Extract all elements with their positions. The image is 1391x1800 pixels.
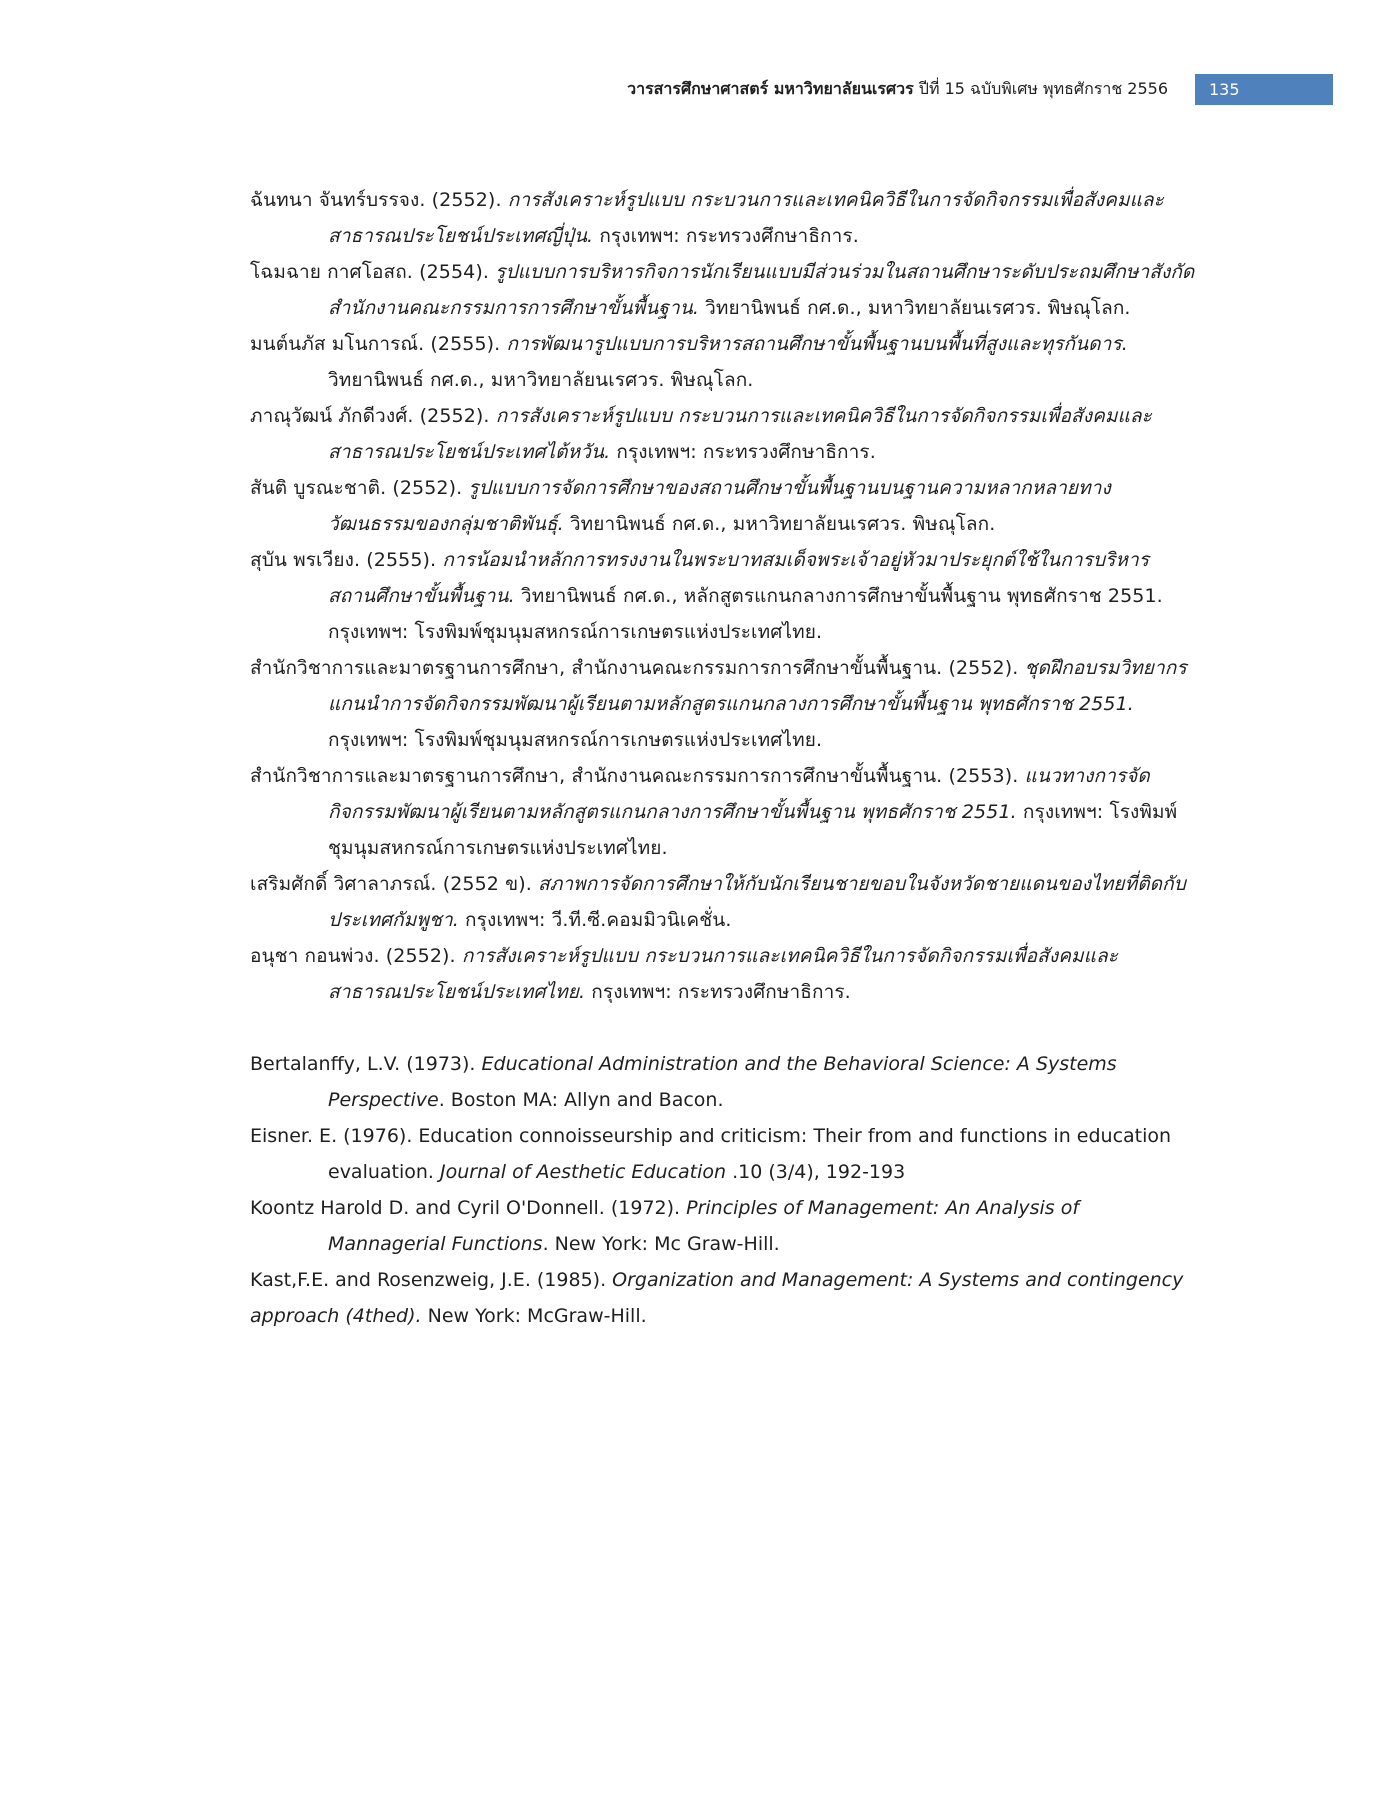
reference-title: Principles of Management: An Analysis of Mannagerial Functions bbox=[328, 1197, 1080, 1255]
reference-title: ชุดฝึกอบรมวิทยากรแกนนำการจัดกิจกรรมพัฒนาผู้เรียนตามหลักสูตรแกนกลางการศึกษาขั้นพื้นฐาน พุทธศักราช 2551. bbox=[328, 657, 1187, 715]
reference-publisher: .10 (3/4), 192-193 bbox=[726, 1161, 906, 1183]
reference-author: Bertalanffy, L.V. (1973). bbox=[250, 1053, 482, 1075]
section-gap bbox=[250, 1010, 1195, 1046]
reference-title: รูปแบบการจัดการศึกษาของสถานศึกษาขั้นพื้นฐานบนฐานความหลากหลายทางวัฒนธรรมของกลุ่มชาติพันธุ์. bbox=[328, 477, 1111, 535]
reference-entry bbox=[250, 542, 1195, 650]
reference-publisher: วิทยานิพนธ์ กศ.ด., มหาวิทยาลัยนเรศวร. พิษณุโลก. bbox=[563, 513, 996, 535]
reference-author: โฉมฉาย กาศโอสถ. (2554). bbox=[250, 261, 496, 283]
reference-author: สันติ บูรณะชาติ. (2552). bbox=[250, 477, 469, 499]
reference-entry bbox=[250, 758, 1195, 866]
reference-author: ฉันทนา จันทร์บรรจง. (2552). bbox=[250, 189, 508, 211]
reference-entry bbox=[250, 938, 1195, 1010]
journal-citation bbox=[627, 77, 1168, 101]
reference-title: แนวทางการจัดกิจกรรมพัฒนาผู้เรียนตามหลักสูตรแกนกลางการศึกษาขั้นพื้นฐาน พุทธศักราช 2551. bbox=[328, 765, 1150, 823]
reference-title: Educational Administration and the Behavioral Science: A Systems Perspective bbox=[328, 1053, 1117, 1111]
reference-title: การสังเคราะห์รูปแบบ กระบวนการและเทคนิควิธีในการจัดกิจกรรมเพื่อสังคมและสาธารณประโยชน์ประเทศไต้หวัน. bbox=[328, 405, 1152, 463]
reference-entry bbox=[250, 1262, 1195, 1334]
reference-entry bbox=[250, 254, 1195, 326]
reference-title: Organization and Management: A Systems and contingency approach (4thed). bbox=[250, 1269, 1184, 1327]
reference-entry bbox=[250, 1118, 1195, 1190]
reference-publisher: วิทยานิพนธ์ กศ.ด., มหาวิทยาลัยนเรศวร. พิษณุโลก. bbox=[328, 369, 754, 391]
reference-publisher: กรุงเทพฯ: กระทรวงศึกษาธิการ. bbox=[593, 225, 859, 247]
reference-title: Journal of Aesthetic Education bbox=[440, 1161, 727, 1183]
journal-issue: ปีที่ 15 ฉบับพิเศษ พุทธศักราช 2556 bbox=[913, 79, 1168, 98]
reference-entry bbox=[250, 1190, 1195, 1262]
reference-title: รูปแบบการบริหารกิจการนักเรียนแบบมีส่วนร่วมในสถานศึกษาระดับประถมศึกษาสังกัดสำนักงานคณะกรรมการการศึกษาขั้นพื้นฐาน. bbox=[328, 261, 1195, 319]
reference-publisher: New York: McGraw-Hill. bbox=[421, 1305, 647, 1327]
reference-author: Koontz Harold D. and Cyril O'Donnell. (1972). bbox=[250, 1197, 687, 1219]
reference-entry bbox=[250, 182, 1195, 254]
reference-publisher: วิทยานิพนธ์ กศ.ด., หลักสูตรแกนกลางการศึกษาขั้นพื้นฐาน พุทธศักราช 2551. กรุงเทพฯ: โรงพิมพ์ชุมนุมสหกรณ์การเกษตรแห่งประเทศไทย. bbox=[328, 585, 1163, 643]
reference-publisher: วิทยานิพนธ์ กศ.ด., มหาวิทยาลัยนเรศวร. พิษณุโลก. bbox=[698, 297, 1131, 319]
reference-publisher: กรุงเทพฯ: วี.ที.ซี.คอมมิวนิเคชั่น. bbox=[458, 909, 732, 931]
reference-list bbox=[250, 182, 1195, 1334]
reference-author: สุบัน พรเวียง. (2555). bbox=[250, 549, 443, 571]
reference-title: การน้อมนำหลักการทรงงานในพระบาทสมเด็จพระเจ้าอยู่หัวมาประยุกต์ใช้ในการบริหารสถานศึกษาขั้นพื้นฐาน. bbox=[328, 549, 1150, 607]
journal-name: วารสารศึกษาศาสตร์ มหาวิทยาลัยนเรศวร bbox=[627, 79, 914, 98]
reference-author: Eisner. E. (1976). Education connoisseurship and criticism: Their from and functions in education evaluation. bbox=[250, 1125, 1172, 1183]
reference-entry bbox=[250, 470, 1195, 542]
reference-publisher: กรุงเทพฯ: กระทรวงศึกษาธิการ. bbox=[610, 441, 876, 463]
reference-publisher: กรุงเทพฯ: โรงพิมพ์ชุมนุมสหกรณ์การเกษตรแห่งประเทศไทย. bbox=[328, 801, 1178, 859]
reference-title: การสังเคราะห์รูปแบบ กระบวนการและเทคนิควิธีในการจัดกิจกรรมเพื่อสังคมและสาธารณประโยชน์ประเทศญี่ปุ่น. bbox=[328, 189, 1164, 247]
reference-author: อนุชา กอนพ่วง. (2552). bbox=[250, 945, 462, 967]
reference-entry bbox=[250, 1046, 1195, 1118]
reference-title: การพัฒนารูปแบบการบริหารสถานศึกษาขั้นพื้นฐานบนพื้นที่สูงและทุรกันดาร. bbox=[506, 333, 1128, 355]
reference-entry bbox=[250, 650, 1195, 758]
page-number-badge: 135 bbox=[1195, 74, 1333, 105]
reference-publisher: กรุงเทพฯ: กระทรวงศึกษาธิการ. bbox=[585, 981, 851, 1003]
reference-title: การสังเคราะห์รูปแบบ กระบวนการและเทคนิควิธีในการจัดกิจกรรมเพื่อสังคมและสาธารณประโยชน์ประเทศไทย. bbox=[328, 945, 1119, 1003]
reference-author: Kast,F.E. and Rosenzweig, J.E. (1985). bbox=[250, 1269, 613, 1291]
reference-publisher: กรุงเทพฯ: โรงพิมพ์ชุมนุมสหกรณ์การเกษตรแห่งประเทศไทย. bbox=[328, 729, 823, 751]
reference-author: มนต์นภัส มโนการณ์. (2555). bbox=[250, 333, 507, 355]
running-header bbox=[0, 74, 1391, 106]
reference-author: สำนักวิชาการและมาตรฐานการศึกษา, สำนักงานคณะกรรมการการศึกษาขั้นพื้นฐาน. (2553). bbox=[250, 765, 1025, 787]
reference-publisher: . New York: Mc Graw-Hill. bbox=[542, 1233, 780, 1255]
reference-author: เสริมศักดิ์ วิศาลาภรณ์. (2552 ข). bbox=[250, 873, 538, 895]
reference-entry bbox=[250, 326, 1195, 398]
reference-author: ภาณุวัฒน์ ภักดีวงศ์. (2552). bbox=[250, 405, 496, 427]
reference-entry bbox=[250, 866, 1195, 938]
reference-entry bbox=[250, 398, 1195, 470]
reference-publisher: . Boston MA: Allyn and Bacon. bbox=[438, 1089, 724, 1111]
reference-author: สำนักวิชาการและมาตรฐานการศึกษา, สำนักงานคณะกรรมการการศึกษาขั้นพื้นฐาน. (2552). bbox=[250, 657, 1025, 679]
reference-title: สภาพการจัดการศึกษาให้กับนักเรียนชายขอบในจังหวัดชายแดนของไทยที่ติดกับประเทศกัมพูชา. bbox=[328, 873, 1186, 931]
